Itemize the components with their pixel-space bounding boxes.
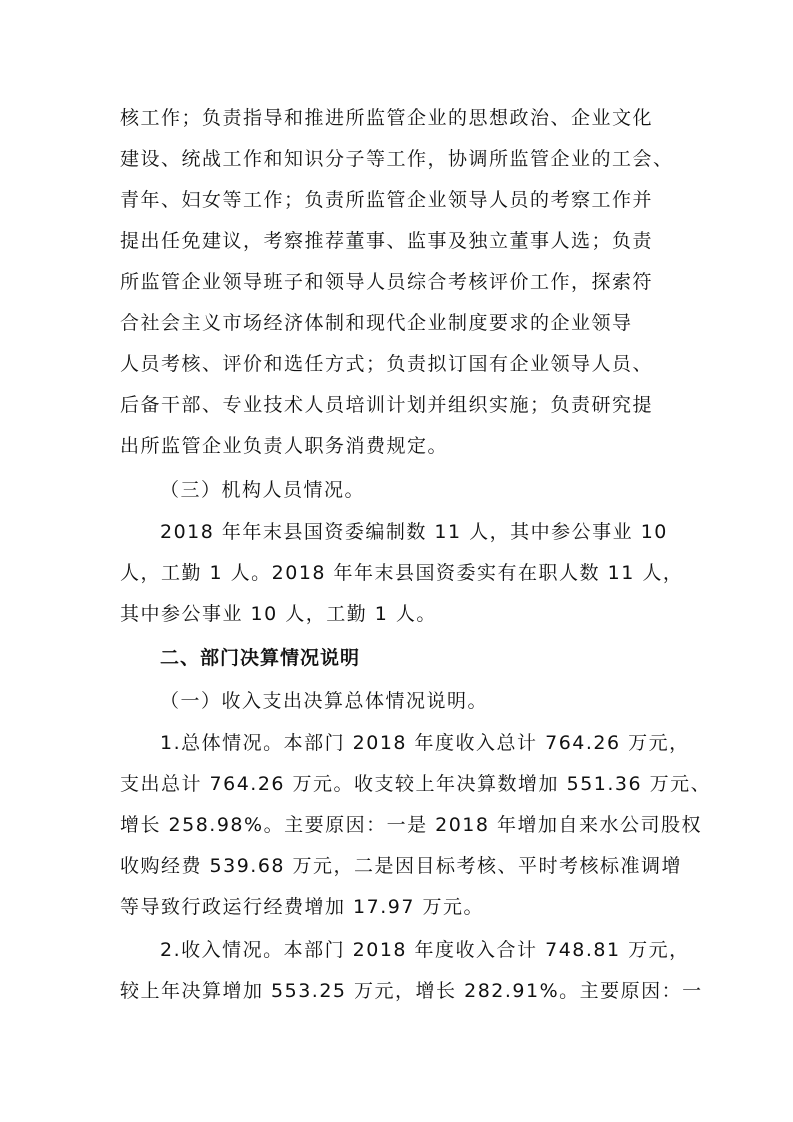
text-line: 支出总计 764.26 万元。收支较上年决算数增加 551.36 万元、 xyxy=(120,773,712,795)
text-line: 较上年决算增加 553.25 万元，增长 282.91%。主要原因：一 xyxy=(120,980,703,1002)
text-line: 合社会主义市场经济体制和现代企业制度要求的企业领导 xyxy=(120,312,633,334)
text-line: 提出任免建议，考察推荐董事、监事及独立董事人选；负责 xyxy=(120,230,654,252)
text-line: 其中参公事业 10 人，工勤 1 人。 xyxy=(120,603,437,625)
text-line: 等导致行政运行经费增加 17.97 万元。 xyxy=(120,896,484,918)
text-line: 增长 258.98%。主要原因：一是 2018 年增加自来水公司股权 xyxy=(120,814,703,836)
text-line: 2018 年年末县国资委编制数 11 人，其中参公事业 10 xyxy=(160,521,668,543)
text-line: 核工作；负责指导和推进所监管企业的思想政治、企业文化 xyxy=(120,107,654,129)
text-line: 人，工勤 1 人。2018 年年末县国资委实有在职人数 11 人， xyxy=(120,562,684,584)
text-line: 青年、妇女等工作；负责所监管企业领导人员的考察工作并 xyxy=(120,189,654,211)
text-line: 后备干部、专业技术人员培训计划并组织实施；负责研究提 xyxy=(120,394,654,416)
section-subtitle: （一）收入支出决算总体情况说明。 xyxy=(160,690,489,712)
section-heading: 二、部门决算情况说明 xyxy=(160,647,361,669)
text-line: 2.收入情况。本部门 2018 年度收入合计 748.81 万元， xyxy=(160,939,690,961)
text-line: 收购经费 539.68 万元，二是因目标考核、平时考核标准调增 xyxy=(120,855,683,877)
text-line: 人员考核、评价和选任方式；负责拟订国有企业领导人员、 xyxy=(120,353,654,375)
section-subtitle: （三）机构人员情况。 xyxy=(160,479,366,501)
text-line: 出所监管企业负责人职务消费规定。 xyxy=(120,435,449,457)
text-line: 建设、统战工作和知识分子等工作，协调所监管企业的工会、 xyxy=(120,148,674,170)
text-line: 所监管企业领导班子和领导人员综合考核评价工作，探索符 xyxy=(120,271,654,293)
text-line: 1.总体情况。本部门 2018 年度收入总计 764.26 万元， xyxy=(160,732,690,754)
